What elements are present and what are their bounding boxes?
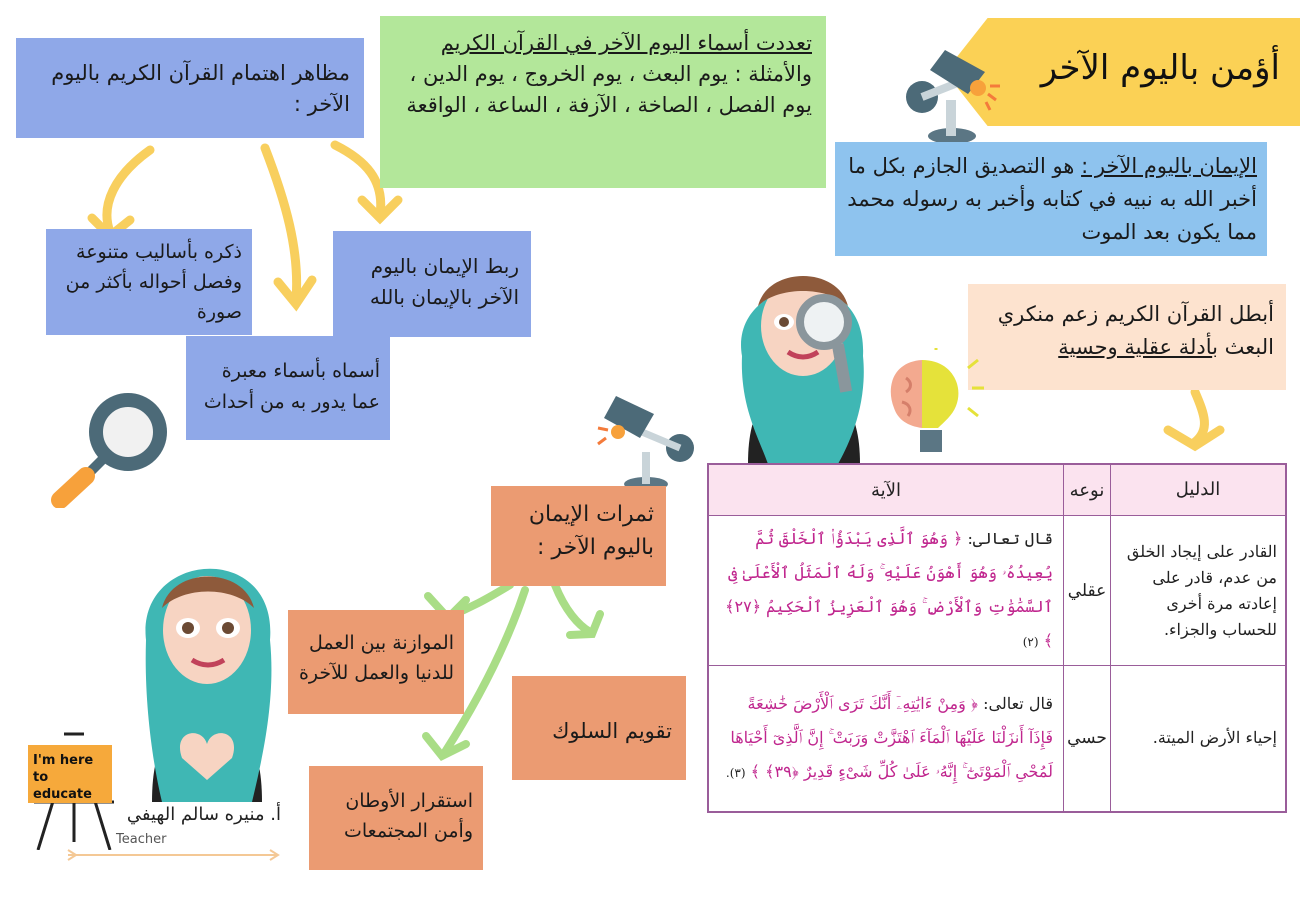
- names-body: والأمثلة : يوم البعث ، يوم الخروج ، يوم الدين ، يوم الفصل ، الصاخة ، الآزفة ، الساعة ، الواقعة: [406, 62, 812, 117]
- definition-box: [835, 142, 1267, 256]
- page-title: أؤمن باليوم الآخر: [1040, 48, 1280, 88]
- header-evidence: الدليل: [1111, 464, 1287, 516]
- attention-item-1: [333, 231, 531, 337]
- fruit-item-2: [512, 676, 686, 780]
- teacher-role: Teacher: [116, 832, 167, 847]
- table-header-row: [708, 464, 1286, 516]
- fruit-item-2-text: تقويم السلوك: [552, 719, 672, 743]
- arrow-to-table: [1195, 392, 1204, 442]
- header-type: نوعه: [1064, 464, 1111, 516]
- attention-item-2: [46, 229, 252, 335]
- refutation-prefix: أبطل القرآن الكريم زعم منكري البعث ب: [997, 302, 1274, 359]
- row-2-verse-cell: [708, 666, 1064, 812]
- row-1-verse: ﴿ وَهُوَ ٱلَّذِى يَبْدَؤُا۟ ٱلْخَلْقَ ثُمَّ يُعِيدُهُۥ وَهُوَ أَهْوَنُ عَلَيْهِ ۚ وَلَهُ ٱلْمَثَلُ ٱلْأَعْلَىٰ فِى ٱلسَّمَٰوَٰتِ وَٱلْأَرْضِ ۚ وَهُوَ ٱلْعَزِيزُ ٱلْحَكِيمُ ﴿٢٧﴾ ﴾: [725, 529, 1053, 650]
- row-2-intro: قال تعالى:: [983, 693, 1053, 713]
- attention-heading: مظاهر اهتمام القرآن الكريم باليوم الآخر :: [51, 61, 350, 116]
- definition-term: الإيمان باليوم الآخر :: [1081, 154, 1257, 178]
- fruit-item-3: [309, 766, 483, 870]
- desk-lamp-icon: [900, 42, 1010, 147]
- teacher-with-magnifier-illustration: [718, 236, 888, 464]
- arrow-to-fruit-2: [555, 585, 590, 632]
- teacher-heart-illustration: [132, 530, 282, 802]
- refutation-text: [980, 298, 1274, 364]
- attention-heading-box: [16, 38, 364, 138]
- row-2-verse: ﴿ وَمِنْ ءَايَٰتِهِۦٓ أَنَّكَ تَرَى ٱلْأَرْضَ خَٰشِعَةً فَإِذَآ أَنزَلْنَا عَلَيْهَا ٱلْمَآءَ ٱهْتَزَّتْ وَرَبَتْ ۚ إِنَّ ٱلَّذِىٓ أَحْيَاهَا لَمُحْىِ ٱلْمَوْتَىٰٓ ۚ إِنَّهُۥ عَلَىٰ كُلِّ شَىْءٍ قَدِيرٌ ﴿٣٩﴾ ﴾: [730, 693, 1053, 781]
- table-row: [708, 666, 1286, 812]
- row-1-type: عقلي: [1064, 516, 1111, 666]
- row-1-verse-cell: [708, 516, 1064, 666]
- row-2-evidence: إحياء الأرض الميتة.: [1111, 666, 1287, 812]
- attention-item-3-text: أسماه بأسماء معبرة عما يدور به من أحداث: [203, 360, 380, 413]
- magnifier-icon: [46, 390, 171, 508]
- definition-body: هو التصديق الجازم بكل ما أخبر الله به نبيه في كتابه وأخبر به رسوله محمد مما يكون بعد الموت: [847, 154, 1257, 244]
- attention-item-1-text: ربط الإيمان باليوم الآخر بالإيمان بالله: [369, 254, 519, 309]
- names-box: [380, 16, 826, 188]
- educate-sign: I'm here to educate: [28, 745, 112, 803]
- teacher-name: أ. منيره سالم الهيفي: [126, 804, 281, 825]
- desk-lamp-icon: [596, 392, 696, 492]
- refutation-box: [968, 284, 1286, 390]
- row-1-intro: قال تعالى:: [967, 529, 1053, 548]
- attention-item-2-text: ذكره بأساليب متنوعة وفصل أحواله بأكثر من صورة: [65, 241, 242, 323]
- header-verse: الآية: [708, 464, 1064, 516]
- fruits-heading: ثمرات الإيمان باليوم الآخر :: [528, 502, 654, 560]
- bottom-divider: [68, 850, 278, 860]
- row-2-ref: (٣).: [725, 765, 746, 780]
- arrow-to-item-3: [265, 148, 297, 300]
- row-1-ref: (٢): [1022, 635, 1039, 649]
- row-2-type: حسي: [1064, 666, 1111, 812]
- row-1-evidence: القادر على إيجاد الخلق من عدم، قادر على إعادته مرة أخرى للحساب والجزاء.: [1111, 516, 1287, 666]
- evidence-table: [707, 463, 1287, 813]
- fruits-heading-box: [491, 486, 666, 586]
- fruit-item-1-text: الموازنة بين العمل للدنيا والعمل للآخرة: [298, 632, 454, 684]
- definition-text: [845, 150, 1257, 249]
- attention-item-3: [186, 336, 390, 440]
- fruit-item-1: [288, 610, 464, 714]
- fruit-item-3-text: استقرار الأوطان وأمن المجتمعات: [343, 790, 473, 842]
- names-heading: تعددت أسماء اليوم الآخر في القرآن الكريم: [440, 31, 812, 55]
- table-row: [708, 516, 1286, 666]
- refutation-underlined: أدلة عقلية وحسية: [1058, 335, 1213, 359]
- arrow-to-item-1: [335, 145, 381, 215]
- lightbulb-brain-icon: [882, 348, 992, 466]
